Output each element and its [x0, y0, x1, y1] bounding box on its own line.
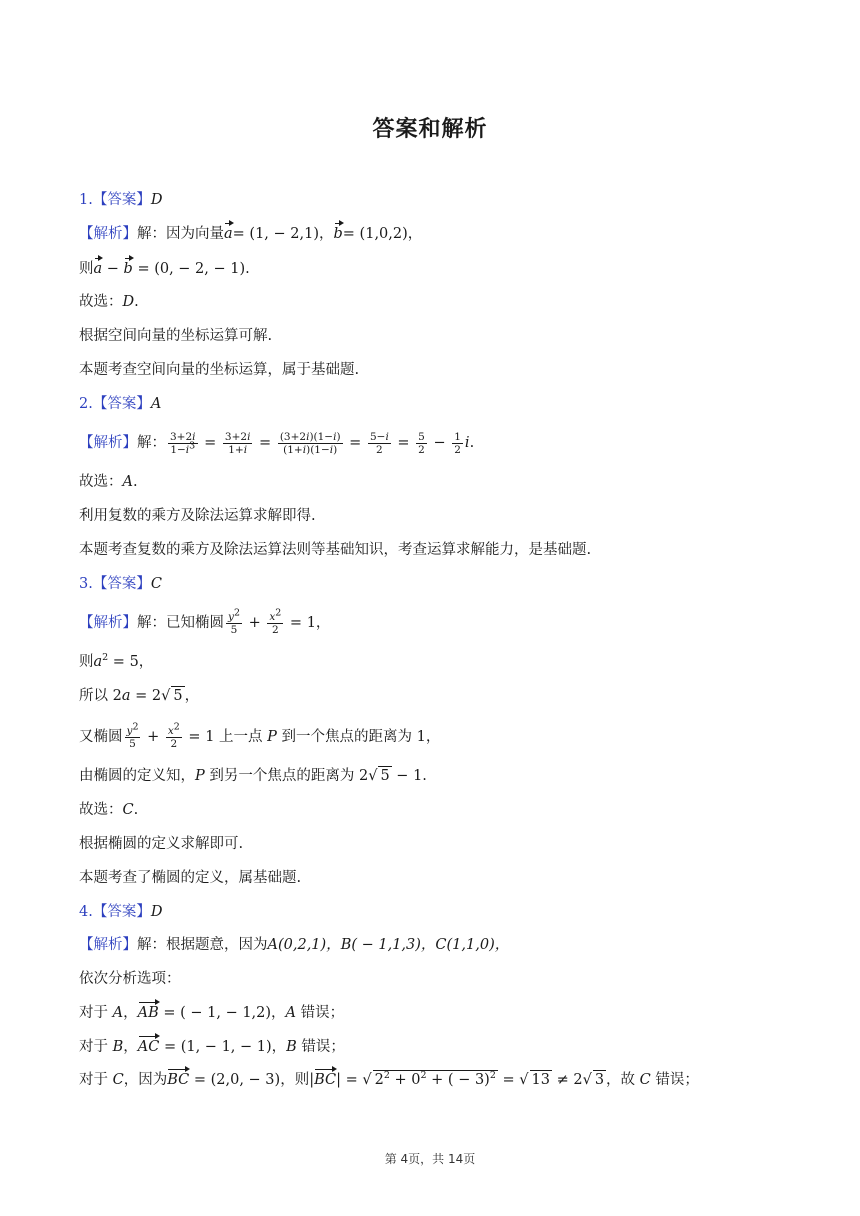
q3-choice-end: .: [133, 802, 139, 818]
q1-choice-value: D: [122, 294, 135, 310]
q1-choice-line: [79, 292, 139, 312]
q2-answer-line: [79, 394, 161, 414]
q2-choice-end: .: [132, 474, 138, 490]
q1-answer-line: [79, 190, 162, 210]
fraction: $\frac{x^2}{2}$: [269, 607, 282, 636]
fraction: $\frac{x^2}{2}$: [167, 721, 180, 750]
q3-text: 上一点: [219, 729, 268, 745]
vector-ac: AC: [137, 1039, 160, 1055]
sqrt: 5: [173, 688, 183, 704]
q1-text: 则: [79, 261, 94, 277]
point-a: A(0,2,1)，: [267, 937, 341, 953]
q3-solution-line-4: 又椭圆 $\frac{y^2}{5}$ + $\frac{x^2}{2}$ = 1 上一点 P 到一个焦点的距离为 1，: [79, 721, 441, 750]
q2-summary-line: 本题考查复数的乘方及除法运算法则等基础知识，考查运算求解能力，是基础题.: [79, 542, 592, 558]
q4-vector-ab-value: = ( − 1, − 1,2)，: [163, 1005, 286, 1021]
q1-text: 解：因为向量: [137, 226, 224, 242]
vector-b: b: [333, 226, 343, 242]
sqrt: 3: [594, 1072, 605, 1088]
q1-method-line: 根据空间向量的坐标运算可解.: [79, 328, 273, 344]
q3-solution-line-1: 【解析】解：已知椭圆 $\frac{y^2}{5}$ + $\frac{x^2}{2}$ = 1，: [79, 607, 331, 636]
point-b: B( − 1,1,3)，: [340, 937, 436, 953]
q2-solution-line-1: 【解析】解： $\frac{3+2i}{1-i^3}$ = $\frac{3+2i}{1+i}$ = $\frac{(3+2i)(1-i)}{(1+i)(1-i)}$ = $\frac{5-i}{2}$ = $\frac{5}{2}$ − $\frac{1}{2}$ i.: [79, 430, 475, 456]
q1-summary-line: 本题考查空间向量的坐标运算，属于基础题.: [79, 362, 360, 378]
q1-answer-value: D: [150, 192, 163, 208]
q1-choice-end: .: [134, 294, 139, 310]
q4-text: ，故: [606, 1072, 640, 1088]
q3-choice-line: [79, 800, 138, 820]
fraction: $\frac{(3+2i)(1-i)}{(1+i)(1-i)}$: [279, 430, 341, 456]
q4-answer-label: 4.【答案】: [79, 904, 151, 920]
q3-text: 到另一个焦点的距离为: [204, 768, 359, 784]
q4-solution-line-1: [79, 935, 509, 955]
q1-vector-a-value: = (1, − 2,1)，: [232, 226, 334, 242]
point-c: C(1,1,0)，: [435, 937, 510, 953]
q2-answer-value: A: [150, 396, 162, 412]
q2-choice-value: A: [122, 474, 133, 490]
q3-method-line: 根据椭圆的定义求解即可.: [79, 836, 244, 852]
q1-answer-label: 1.【答案】: [79, 192, 151, 208]
q3-text: 到一个焦点的距离为 1，: [276, 729, 441, 745]
q4-vector-ac-value: = (1, − 1, − 1)，: [163, 1039, 287, 1055]
q2-jiexi-label: 【解析】: [79, 435, 137, 451]
q4-option-c-line: 对于 C，因为BC = (2,0, − 3)，则|BC| = √ $2^2 + 0^2$ + ( − 3)$^2$ = √ 13 ≠ 2√ 3 ，故 C 错误；: [79, 1070, 699, 1088]
sqrt: $2^2 + 0^2$ + ( − 3)$^2$: [374, 1070, 496, 1088]
fraction: $\frac{5-i}{2}$: [369, 430, 389, 456]
sqrt: 5: [380, 768, 390, 784]
q3-answer-label: 3.【答案】: [79, 576, 151, 592]
q4-vector-bc-value: = (2,0, − 3)，则: [193, 1072, 310, 1088]
q3-answer-line: [79, 574, 162, 594]
page-title: 答案和解析: [372, 117, 488, 142]
vector-a: a: [93, 261, 103, 277]
q3-solution-line-3: 所以 2a = 2√ 5 ，: [79, 688, 200, 704]
q4-text: 解：根据题意，因为: [137, 937, 268, 953]
q2-answer-label: 2.【答案】: [79, 396, 151, 412]
q2-text: 解：: [137, 435, 166, 451]
page-footer: 第 4页，共 14页: [384, 1152, 476, 1166]
q4-option-b-line: 对于 B，AC = (1, − 1, − 1)，B 错误；: [79, 1039, 345, 1055]
q3-text: 由椭圆的定义知，: [79, 768, 195, 784]
q4-text: 错误；: [650, 1072, 699, 1088]
q4-answer-line: [79, 902, 162, 922]
q4-answer-value: D: [150, 904, 163, 920]
fraction: $\frac{5}{2}$: [418, 430, 425, 456]
q3-text: 则: [79, 654, 94, 670]
q4-solution-line-2: 依次分析选项：: [79, 971, 181, 987]
fraction: $\frac{y^2}{5}$: [228, 607, 240, 636]
q2-choice-line: [79, 472, 138, 492]
q3-solution-line-2: 则$a^2 = 5$，: [79, 652, 154, 670]
q1-solution-line-2: 则a − b = (0, − 2, − 1).: [79, 261, 250, 277]
fraction: $\frac{1}{2}$: [454, 430, 461, 456]
q3-choice-value: C: [122, 802, 134, 818]
fraction: $\frac{y^2}{5}$: [126, 721, 139, 750]
vector-bc: BC: [314, 1072, 337, 1088]
vector-b: b: [123, 261, 133, 277]
q1-solution-line-1: [79, 224, 422, 244]
q2-choice-label: 故选：: [79, 474, 123, 490]
q4-jiexi-label: 【解析】: [79, 937, 137, 953]
fraction: $\frac{3+2i}{1-i^3}$: [170, 430, 196, 456]
q1-result: = (0, − 2, − 1).: [137, 261, 250, 277]
q3-text: 所以: [79, 688, 113, 704]
q1-jiexi-label: 【解析】: [79, 226, 137, 242]
q4-text: 错误；: [296, 1039, 345, 1055]
q4-text: 对于: [79, 1039, 113, 1055]
vector-a: a: [224, 226, 233, 242]
fraction: $\frac{3+2i}{1+i}$: [224, 430, 251, 456]
q3-solution-line-5: 由椭圆的定义知，P 到另一个焦点的距离为 2√ 5 − 1.: [79, 768, 427, 784]
q3-jiexi-label: 【解析】: [79, 615, 137, 631]
q3-choice-label: 故选：: [79, 802, 123, 818]
sqrt: 13: [531, 1072, 550, 1088]
vector-bc: BC: [167, 1072, 190, 1088]
q4-text: ，因为: [123, 1072, 168, 1088]
q4-text: 对于: [79, 1005, 113, 1021]
q4-text: 对于: [79, 1072, 113, 1088]
q1-vector-b-value: = (1,0,2)，: [342, 226, 423, 242]
q3-text: 解：已知椭圆: [137, 615, 224, 631]
q1-choice-label: 故选：: [79, 294, 123, 310]
q3-answer-value: C: [150, 576, 162, 592]
q2-method-line: 利用复数的乘方及除法运算求解即得.: [79, 508, 316, 524]
q3-text: 又椭圆: [79, 729, 123, 745]
q3-summary-line: 本题考查了椭圆的定义，属基础题.: [79, 870, 302, 886]
q4-text: 错误；: [296, 1005, 345, 1021]
vector-ab: AB: [137, 1005, 159, 1021]
q4-option-a-line: 对于 A，AB = ( − 1, − 1,2)，A 错误；: [79, 1005, 345, 1021]
